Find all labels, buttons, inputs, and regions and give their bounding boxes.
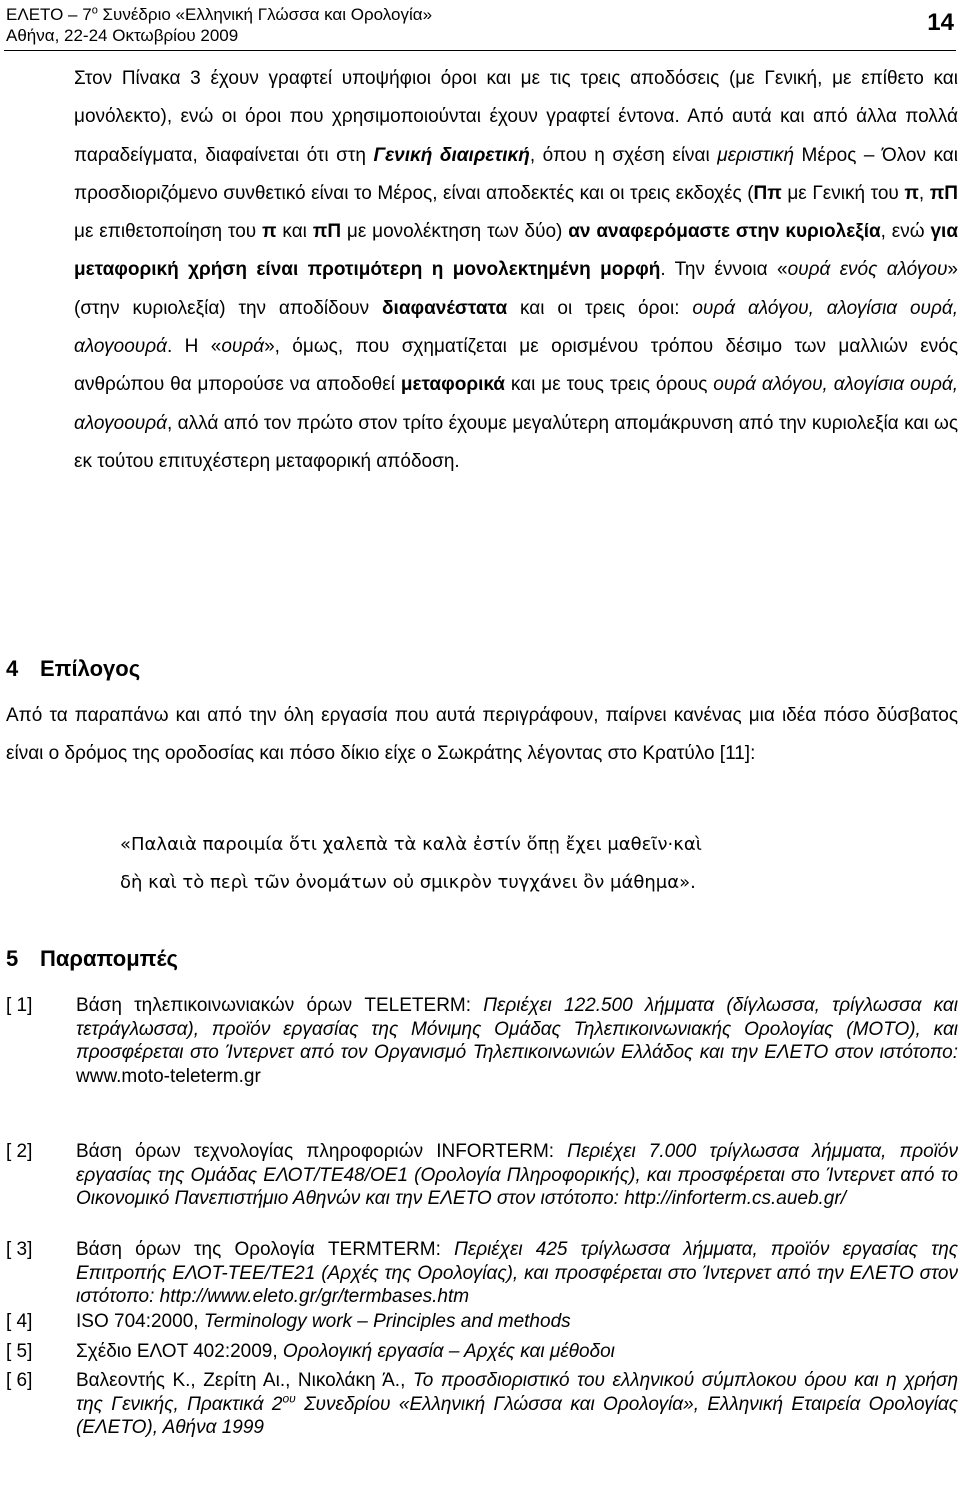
text-run: π [904, 182, 919, 204]
text-run: ISO 704:2000, [76, 1311, 204, 1332]
reference-item [6, 1369, 958, 1440]
text-run: αν αναφερόμαστε στην κυριολεξία [568, 221, 881, 243]
reference-text [76, 1310, 958, 1334]
section-title: Παραπομπές [40, 946, 178, 971]
text-run: μεριστική [717, 144, 794, 166]
conference-dates: Αθήνα, 22-24 Οκτωβρίου 2009 [6, 26, 239, 45]
section-title: Επίλογος [40, 656, 141, 681]
text-run: π [262, 221, 277, 243]
text-run: με Γενική του [781, 182, 905, 204]
page-header [6, 4, 954, 48]
text-run: , [918, 182, 930, 204]
paragraph-conclusion: Από τα παραπάνω και από την όλη εργασία που αυτά περιγράφουν, παίρνει κανένας μια ιδέα πόσο δύσβατος είναι ο δρόμος της οροδοσίας και πόσο δίκιο είχε ο Σωκράτης λέγοντας στο Κρατύλο [11]: [6, 705, 958, 765]
quote-line-2: δὴ καὶ τὸ περὶ τῶν ὀνομάτων οὐ σμικρὸν τυγχάνει ὂν μάθημα». [120, 872, 696, 893]
text-run: Περιέχει 425 τρίγλωσσα λήμματα, προϊόν εργασίας της Επιτροπής ΕΛΟΤ-ΤΕΕ/ΤΕ21 (Αρχές της Ορολογίας), και προσφέρεται στο Ίντερνετ από την ΕΛΕΤΟ στον ιστότοπο: http://www.eleto.gr/gr/termbases.htm [76, 1239, 958, 1307]
text-run: Συνεδρίου «Ελληνική Γλώσσα και Ορολογία», Ελληνική Εταιρεία Ορολογίας (ΕΛΕΤΟ), Αθήνα 1999 [76, 1393, 958, 1438]
text-run: , όπου η σχέση είναι [529, 144, 718, 166]
text-run: . Την έννοια « [660, 259, 788, 281]
conference-title-prefix: ΕΛΕΤΟ – 7 [6, 5, 92, 24]
greek-quote [120, 826, 880, 902]
reference-item [6, 1340, 958, 1364]
text-run: Βαλεοντής Κ., Ζερίτη Αι., Νικολάκη Ά., [76, 1370, 413, 1391]
quote-line-1: «Παλαιὰ παροιμία ὅτι χαλεπὰ τὰ καλὰ ἐστίν ὅπῃ ἔχει μαθεῖν·καὶ [120, 834, 702, 855]
reference-number: [ 4] [6, 1311, 33, 1332]
section-number: 4 [6, 656, 19, 681]
paragraph-body-1 [74, 60, 958, 481]
reference-number: [ 5] [6, 1341, 33, 1362]
reference-text [76, 1340, 958, 1364]
conference-title-sup: ο [91, 4, 98, 17]
text-run: ουρά [221, 336, 265, 358]
text-run: Περιέχει 7.000 τρίγλωσσα λήμματα, προϊόν εργασίας της Ομάδας ΕΛΟΤ/ΤΕ48/ΟΕ1 (Ορολογία Πληροφορικής), και προσφέρεται στο Ίντερνετ από το Οικονομικό Πανεπιστήμιο Αθηνών και την ΕΛΕΤΟ στον ιστότοπο: http://inforterm.cs.aueb.gr/ [76, 1141, 958, 1209]
reference-number: [ 1] [6, 995, 33, 1016]
text-run: Μέρος – Όλον και προσδιοριζόμενο συνθετικό είναι το Μέρος, είναι αποδεκτές και οι τρεις εκδοχές ( [74, 144, 958, 204]
text-run: Στον Πίνακα 3 έχουν γραφτεί υποψήφιοι όροι και με τις τρεις αποδόσεις (με Γενική, με επίθετο και μονόλεκτο), ενώ οι όροι που χρησιμοποιούνται έχουν γραφτεί έντονα. Από αυτά και από άλλα πολλά παραδείγματα, διαφαίνεται ότι στη [74, 68, 958, 166]
reference-number: [ 2] [6, 1141, 33, 1162]
header-rule [4, 50, 956, 51]
text-run: Ππ [753, 182, 782, 204]
text-run: Το προσδιοριστικό του ελληνικού σύμπλοκου όρου και η χρήση της Γενικής, Πρακτικά 2 [76, 1370, 959, 1415]
text-run: , ενώ [880, 221, 931, 243]
text-run: », όμως, που σχηματίζεται με ορισμένου τρόπου δέσιμο των μαλλιών ενός ανθρώπου θα μπορούσε να αποδοθεί [74, 336, 959, 396]
text-run: πΠ [312, 221, 342, 243]
text-run: για μεταφορική χρήση είναι προτιμότερη η μονολεκτημένη μορφή [74, 221, 958, 281]
text-run: Βάση τηλεπικοινωνιακών όρων TELETERM: [76, 995, 484, 1016]
reference-item [6, 1238, 958, 1309]
section-heading-conclusion [6, 654, 140, 684]
reference-text [76, 1369, 958, 1440]
text-run: www.moto-teleterm.gr [76, 1065, 261, 1087]
text-run: Γενική διαιρετική [373, 144, 530, 166]
text-run: » (στην κυριολεξία) την αποδίδουν [74, 259, 958, 319]
text-run: Περιέχει 122.500 λήμματα (δίγλωσσα, τρίγλωσσα και τετράγλωσσα), προϊόν εργασίας της Μόνιμης Ομάδας Τηλεπικοινωνιακής Ορολογίας (ΜΟΤΟ), και προσφέρεται στο Ίντερνετ από τον Οργανισμό Τηλεπικοινωνιών Ελλάδος και την ΕΛΕΤΟ στον ιστότοπο: [76, 995, 958, 1063]
text-run: με μονολέκτηση των δύο) [341, 221, 569, 243]
text-run: και οι τρεις όροι: [507, 297, 693, 319]
text-run: . Η « [166, 336, 222, 358]
conference-title [6, 4, 954, 25]
text-run: Ορολογική εργασία – Αρχές και μέθοδοι [282, 1341, 615, 1362]
reference-text [76, 994, 958, 1088]
page-number: 14 [927, 9, 954, 36]
reference-text [76, 1238, 958, 1309]
reference-text [76, 1140, 958, 1211]
text-run: ου [282, 1391, 296, 1406]
text-run: ουρά ενός αλόγου [787, 259, 948, 281]
conference-title-suffix: Συνέδριο «Ελληνική Γλώσσα και Ορολογία» [97, 5, 433, 24]
text-run: διαφανέστατα [382, 297, 508, 319]
text-run: με επιθετοποίηση του [74, 221, 263, 243]
text-run: και με τους τρεις όρους [505, 374, 714, 396]
reference-number: [ 3] [6, 1239, 33, 1260]
text-run: ουρά αλόγου, αλογίσια ουρά, αλογοουρά [74, 374, 959, 434]
section-number: 5 [6, 946, 19, 971]
reference-item [6, 1140, 958, 1211]
text-run: ουρά αλόγου, αλογίσια ουρά, αλογοουρά [74, 297, 959, 358]
text-run: μεταφορικά [400, 374, 505, 396]
text-run: πΠ [929, 182, 959, 204]
reference-number: [ 6] [6, 1370, 33, 1391]
text-run: Σχέδιο ΕΛΟΤ 402:2009, [76, 1341, 283, 1362]
text-run: , αλλά από τον πρώτο στον τρίτο έχουμε μεγαλύτερη απομάκρυνση από την κυριολεξία και ως εκ τούτου επιτυχέστερη μεταφορική απόδοση. [74, 412, 958, 472]
reference-item [6, 994, 958, 1088]
reference-item [6, 1310, 958, 1334]
text-run: και [276, 221, 313, 243]
text-run: Βάση όρων της Ορολογία TERMTERM: [76, 1239, 455, 1260]
text-run: Terminology work – Principles and methods [203, 1311, 571, 1332]
section-heading-references [6, 944, 178, 974]
text-run: Βάση όρων τεχνολογίας πληροφοριών INFORTERM: [76, 1141, 568, 1162]
